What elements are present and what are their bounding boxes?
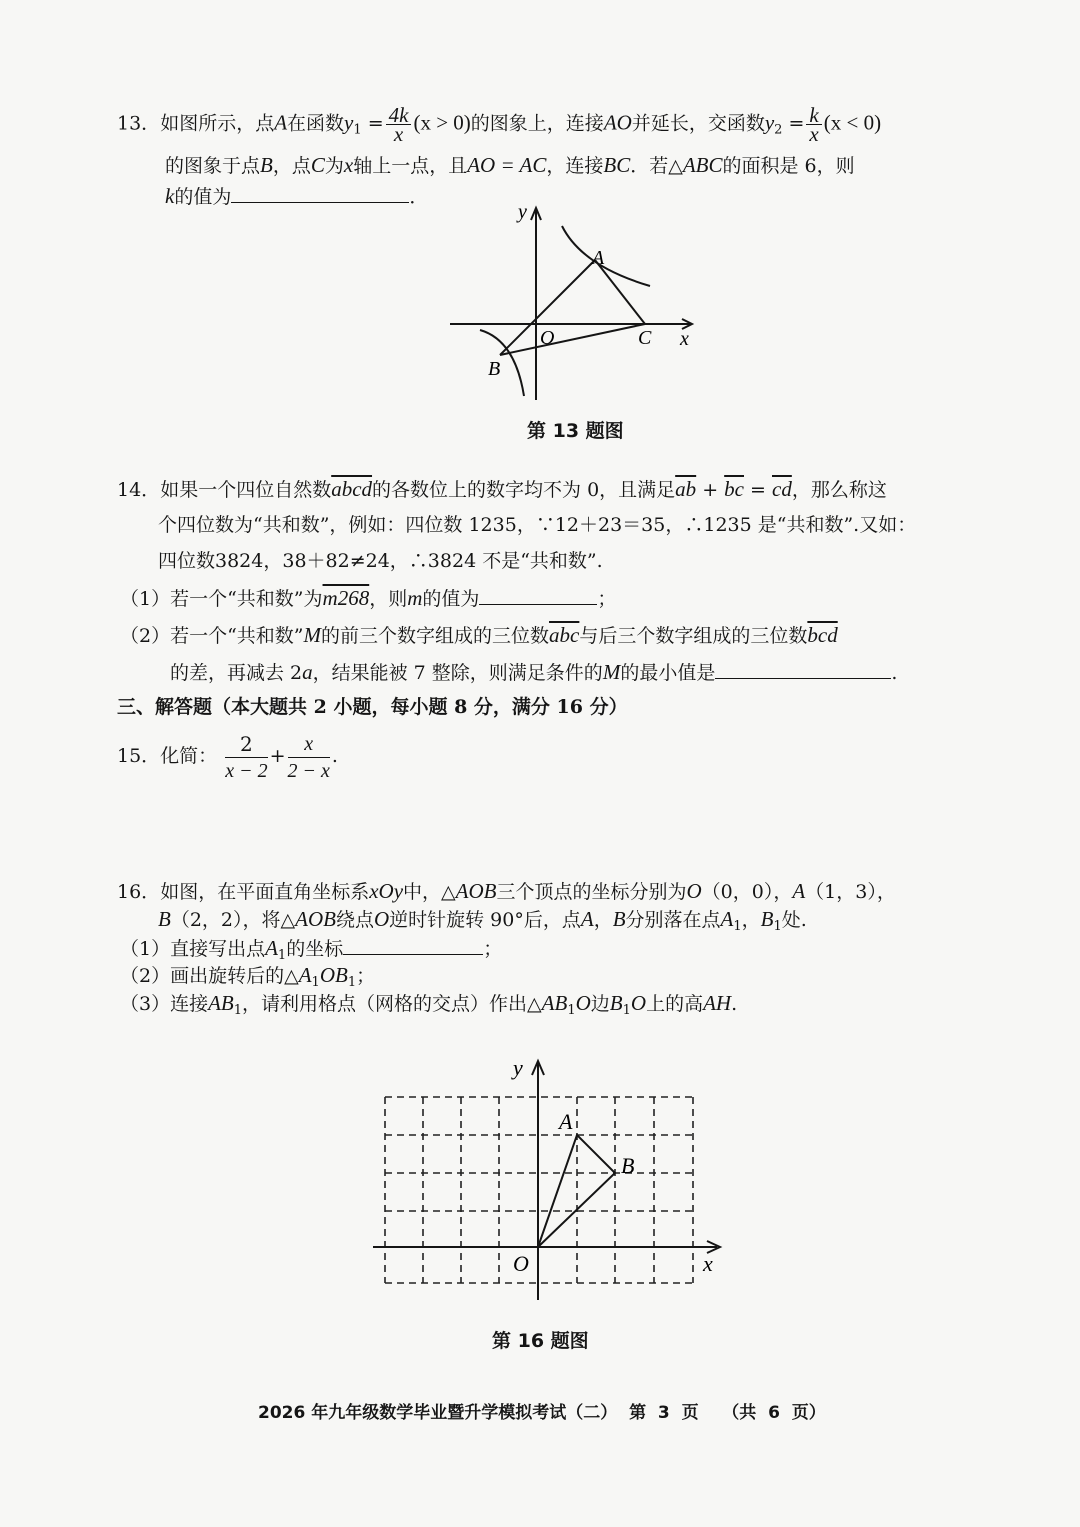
q14-line-2: 个四位数为“共和数”，例如：四位数 1235，∵12＋23＝35，∴1235 是“共和数”.又如： (158, 514, 917, 536)
math-expr: AO = AC (467, 153, 547, 177)
text: （1）直接写出点 (120, 938, 266, 960)
label-x: x (703, 1251, 713, 1276)
text: ， (593, 909, 613, 931)
math-var: AO (603, 110, 632, 135)
math-var: AOB (295, 907, 336, 931)
text: ， (741, 909, 761, 931)
label-y: y (518, 201, 527, 223)
denominator: 2 − x (287, 759, 330, 782)
q14-part-1 (120, 582, 616, 614)
text: + (696, 479, 725, 501)
math-var: B (609, 991, 623, 1015)
text: （1，3）， (805, 881, 896, 903)
text: ．若△ (630, 155, 683, 177)
q16-grid-figure (365, 1055, 735, 1305)
overline-bc: $\overline{bc}$ (724, 477, 744, 501)
label-A: A (592, 247, 605, 269)
text: 为 (324, 155, 344, 177)
text: （2）若一个“共和数” (120, 625, 304, 647)
overline-abcd: abcd (331, 477, 373, 501)
line-BC (500, 324, 645, 355)
math-var: B (158, 907, 171, 931)
math-var: A (265, 936, 278, 960)
text: （3）连接 (120, 993, 209, 1015)
q14-part-2-cont (170, 656, 897, 688)
numerator: x (288, 731, 330, 758)
answer-blank[interactable] (231, 180, 409, 203)
label-C: C (638, 327, 652, 349)
section-3-heading: 三、解答题（本大题共 2 小题，每小题 8 分，满分 16 分） (117, 696, 628, 718)
condition: (x < 0) (823, 110, 882, 135)
q15 (117, 730, 338, 784)
text: 在函数 (287, 112, 345, 135)
q13-figure (440, 200, 710, 410)
q15-number: 15．化简： (117, 745, 218, 767)
text: （2，2），将△ (170, 909, 296, 931)
text: 逆时针旋转 90°后，点 (389, 909, 581, 931)
fraction-2-over-x-minus-2 (225, 731, 267, 784)
q13-line-2 (165, 150, 855, 181)
text: 并延长，交函数 (631, 112, 765, 135)
text: 如图，在平面直角坐标系 (160, 881, 370, 903)
q13-number: 13． (117, 112, 161, 135)
text: 的图象于点 (165, 155, 261, 177)
text: ，那么称这 (791, 479, 887, 501)
text: ． (409, 186, 429, 208)
label-A: A (559, 1109, 573, 1134)
math-var: ABC (682, 153, 723, 177)
math-var: O (373, 907, 390, 931)
denominator: x (809, 122, 819, 146)
text: ，则 (369, 588, 408, 610)
text: . (891, 662, 898, 684)
text: 上的高 (646, 993, 704, 1015)
text: ，点 (272, 155, 311, 177)
math-var: A (792, 879, 806, 903)
math-var: A (298, 963, 312, 987)
subscript: 1 (311, 975, 320, 990)
subscript: 1 (733, 919, 742, 934)
text: 的最小值是 (620, 662, 716, 684)
q13-caption: 第 13 题图 (527, 420, 624, 442)
numerator: 4k (386, 106, 412, 125)
math-var: AB (208, 991, 234, 1015)
math-var: B (612, 907, 626, 931)
math-var: M (602, 660, 621, 684)
math-var: O (686, 879, 702, 903)
q14-line-1 (117, 474, 887, 505)
math-var: B (334, 963, 348, 987)
answer-blank[interactable] (343, 932, 483, 955)
math-var: xOy (369, 879, 404, 903)
text: （2）画出旋转后的△ (120, 965, 299, 987)
math-var: x (343, 153, 354, 177)
fraction-4k-over-x (386, 103, 412, 146)
math-var: a (302, 660, 313, 684)
text: （1）若一个“共和数”为 (120, 588, 323, 610)
math-var: O (575, 991, 591, 1015)
text: 与后三个数字组成的三位数 (579, 625, 808, 647)
math-var: k (165, 184, 175, 208)
text: 的值为 (174, 186, 232, 208)
math-var: B (260, 153, 273, 177)
math-var: A (720, 907, 734, 931)
label-y: y (513, 1055, 523, 1080)
q14-line-3: 四位数3824，38＋82≠24，∴3824 不是“共和数”. (158, 550, 603, 572)
label-O: O (540, 327, 555, 349)
math-var: O (630, 991, 647, 1015)
denominator: x (393, 122, 404, 146)
line-AC (595, 260, 645, 324)
math-var: B (760, 907, 774, 931)
text: 的图象上，连接 (470, 112, 604, 135)
subscript: 1 (622, 1003, 631, 1018)
answer-blank[interactable] (479, 582, 597, 605)
text: ； (356, 965, 376, 987)
text: 处. (781, 909, 807, 931)
numerator: 2 (225, 731, 267, 758)
math-var: A (580, 907, 594, 931)
label-x: x (680, 328, 689, 350)
q14-number: 14． (117, 479, 161, 501)
text: ； (597, 588, 617, 610)
text: = (744, 479, 772, 501)
text: 三个顶点的坐标分别为 (496, 881, 687, 903)
denominator: x − 2 (225, 759, 268, 782)
text: 的面积是 6，则 (722, 155, 855, 177)
subscript: 1 (567, 1003, 576, 1018)
text: 绕点 (335, 909, 374, 931)
math-var: BC (603, 153, 631, 177)
q16-caption: 第 16 题图 (492, 1330, 589, 1352)
q13-line-3 (165, 180, 428, 212)
curve-y1 (562, 226, 650, 286)
text: 的坐标 (286, 938, 344, 960)
curve-y2 (480, 330, 524, 396)
text: 如果一个四位自然数 (160, 479, 332, 501)
text: 如图所示，点 (160, 112, 275, 135)
q16-number: 16． (117, 881, 161, 903)
text: . (331, 745, 338, 767)
q14-part-2 (120, 620, 838, 651)
math-var: AB (541, 991, 568, 1015)
page-footer: 2026 年九年级数学毕业暨升学模拟考试（二） 第 3 页 （共 6 页） (258, 1403, 826, 1423)
subscript: 1 (773, 919, 782, 934)
text: 中，△ (403, 881, 456, 903)
subscript: 1 (353, 122, 362, 138)
label-B: B (621, 1153, 635, 1178)
text: . (731, 993, 738, 1015)
text: ，结果能被 7 整除，则满足条件的 (312, 662, 603, 684)
math-var: AH (703, 991, 732, 1015)
text: 轴上一点，且 (353, 155, 468, 177)
overline-bcd: $\overline{bcd}$ (807, 623, 838, 647)
text: 的差，再减去 2 (170, 662, 303, 684)
q13-line-1: 13．如图所示，点A在函数$y_1$ = $\frac{4k}{x}$ (x > 0)的图象上，连接AO并延长，交函数$y_2$ = $\frac{k}{x}$ (x < 0) (117, 103, 882, 146)
math-var: A (274, 110, 288, 135)
math-var: AOB (455, 879, 497, 903)
text: （0，0）， (701, 881, 793, 903)
text: ，连接 (546, 155, 604, 177)
math-var: C (310, 153, 325, 177)
text: 的各数位上的数字均不为 0，且满足 (372, 479, 676, 501)
label-B: B (488, 358, 501, 380)
q16-part-3 (120, 988, 737, 1026)
condition: (x > 0) (413, 110, 471, 135)
text: 边 (590, 993, 610, 1015)
math-var: y (344, 110, 354, 135)
subscript: 1 (347, 975, 357, 990)
math-var: O (319, 963, 335, 987)
overline-ab: $\overline{ab}$ (675, 477, 697, 501)
plus: + (269, 745, 286, 767)
text: 的值为 (422, 588, 480, 610)
fraction-x-over-2-minus-x (288, 731, 330, 784)
text: ； (483, 938, 503, 960)
numerator: k (806, 106, 821, 125)
text: 分别落在点 (625, 909, 721, 931)
math-var: M (303, 623, 322, 647)
q16-line-1 (117, 876, 896, 907)
subscript: 1 (233, 1003, 243, 1018)
overline-m268: m268 (322, 586, 370, 610)
answer-blank[interactable] (715, 656, 891, 679)
math-var: m (407, 586, 423, 610)
overline-cd: $\overline{cd}$ (772, 477, 792, 501)
text: 的前三个数字组成的三位数 (321, 625, 550, 647)
text: ，请利用格点（网格的交点）作出△ (242, 993, 542, 1015)
math-var: y (764, 110, 775, 135)
subscript: 1 (277, 948, 287, 963)
fraction-k-over-x (806, 103, 821, 146)
subscript: 2 (774, 122, 783, 138)
overline-abc: $\overline{abc}$ (549, 623, 580, 647)
label-O: O (513, 1251, 529, 1276)
